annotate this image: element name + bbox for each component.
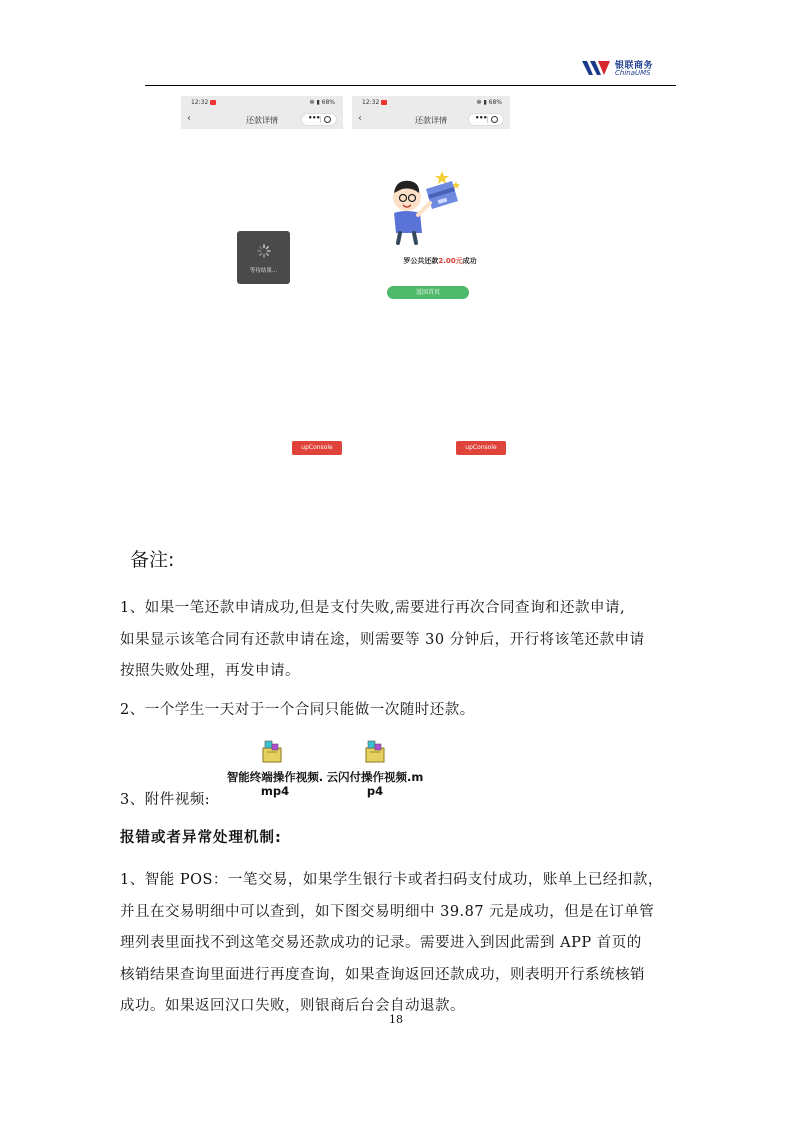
nav-title: 还款详情 <box>246 116 278 125</box>
remark-item-1-line-2: 如果显示该笔合同有还款申请在途，则需要等 30 分钟后，开行将该笔还款申请 <box>120 632 645 648</box>
miniprogram-capsule[interactable] <box>301 113 337 126</box>
status-time: 12:32 <box>191 99 216 106</box>
exception-line-4: 核销结果查询里面进行再度查询，如果查询返回还款成功，则表明开行系统核销 <box>120 967 645 983</box>
back-arrow-icon[interactable]: ‹ <box>187 113 191 124</box>
success-illustration-icon <box>386 167 466 247</box>
nav-bar <box>352 111 510 129</box>
logo-text-en: ChinaUMS <box>615 69 651 77</box>
video-file-icon[interactable] <box>259 738 285 764</box>
remark-item-1-line-1: 1、如果一笔还款申请成功,但是支付失败,需要进行再次合同查询和还款申请, <box>120 600 626 616</box>
exception-title: 报错或者异常处理机制: <box>120 830 282 846</box>
more-icon[interactable]: ••• <box>308 114 320 122</box>
logo-text-cn: 银联商务 <box>615 61 654 71</box>
status-bar <box>352 96 510 111</box>
video-file-icon[interactable] <box>362 738 388 764</box>
phone-screenshot-waiting <box>181 96 343 476</box>
capsule-divider <box>320 116 321 123</box>
notification-badge-icon <box>381 100 387 105</box>
more-icon[interactable]: ••• <box>475 114 487 122</box>
page-number: 18 <box>389 1013 403 1026</box>
remarks-title: 备注: <box>130 549 175 571</box>
remark-item-1-line-3: 按照失败处理，再发申请。 <box>120 663 300 679</box>
close-target-icon[interactable] <box>491 116 498 123</box>
exception-line-3: 理列表里面找不到这笔交易还款成功的记录。需要进入到因此需到 APP 首页的 <box>120 935 642 951</box>
remark-item-3-label: 3、附件视频: <box>120 792 211 808</box>
nav-title: 还款详情 <box>415 116 447 125</box>
status-bar <box>181 96 343 111</box>
attachment-1-name[interactable] <box>222 770 328 798</box>
success-amount: 2.00元 <box>438 257 463 265</box>
return-home-button[interactable]: 返回首页 <box>387 286 469 299</box>
notification-badge-icon <box>210 100 216 105</box>
exception-line-1: 1、智能 POS：一笔交易，如果学生银行卡或者扫码支付成功，账单上已经扣款， <box>120 872 663 888</box>
attachment-2-name[interactable] <box>322 770 428 798</box>
nav-bar <box>181 111 343 129</box>
status-time: 12:32 <box>362 99 387 106</box>
attachment-2-line-2: p4 <box>366 784 384 798</box>
exception-line-5: 成功。如果返回汉口失败，则银商后台会自动退款。 <box>120 998 465 1014</box>
success-message: 罗公共还款2.00元成功 <box>403 257 477 265</box>
close-target-icon[interactable] <box>324 116 331 123</box>
miniprogram-capsule[interactable] <box>468 113 504 126</box>
header-rule <box>145 85 676 86</box>
exception-line-2: 并且在交易明细中可以查到，如下图交易明细中 39.87 元是成功，但是在订单管 <box>120 904 655 920</box>
spinner-icon <box>257 244 271 258</box>
capsule-divider <box>487 116 488 123</box>
attachment-2-line-1: 云闪付操作视频.m <box>326 770 424 784</box>
attachment-1-line-1: 智能终端操作视频. <box>226 770 324 784</box>
attachment-1-line-2: mp4 <box>260 784 290 798</box>
upconsole-button[interactable]: upConsole <box>456 441 506 455</box>
status-battery: ✻ ▮ 68% <box>476 99 502 106</box>
remark-item-2: 2、一个学生一天对于一个合同只能做一次随时还款。 <box>120 702 475 718</box>
back-arrow-icon[interactable]: ‹ <box>358 113 362 124</box>
loading-text: 等待结果... <box>249 268 278 274</box>
upconsole-button[interactable]: upConsole <box>292 441 342 455</box>
status-battery: ✻ ▮ 68% <box>309 99 335 106</box>
